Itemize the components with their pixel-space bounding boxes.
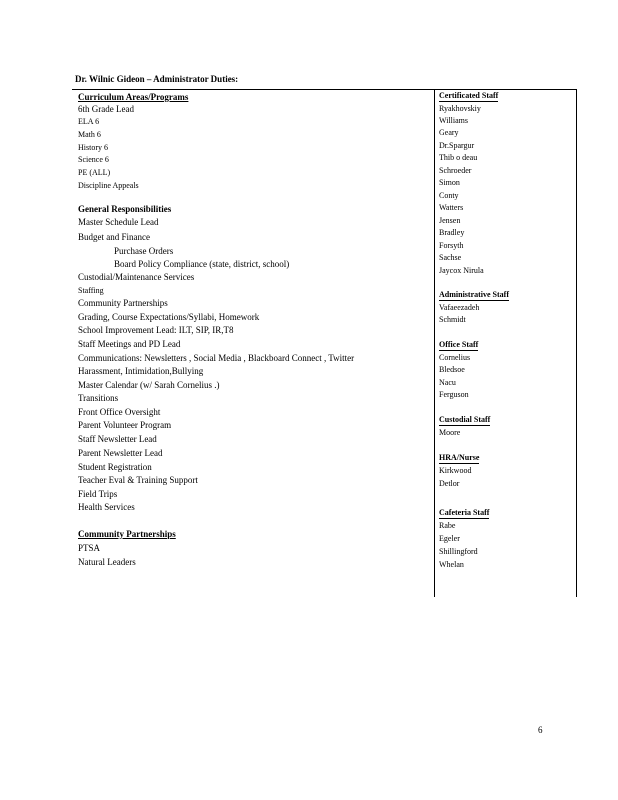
list-item: Discipline Appeals <box>78 181 139 190</box>
list-item: PTSA <box>78 543 101 553</box>
staff-name: Sachse <box>439 253 462 262</box>
list-item: Staff Meetings and PD Lead <box>78 339 181 349</box>
administrative-heading-text: Administrative Staff <box>439 290 509 299</box>
curriculum-heading: Curriculum Areas/Programs <box>78 92 189 102</box>
office-heading-text: Office Staff <box>439 340 479 349</box>
staff-name: Thib o deau <box>439 153 478 162</box>
list-item: Budget and Finance <box>78 232 150 242</box>
list-item: Parent Volunteer Program <box>78 420 172 430</box>
page-header: Dr. Wilnic Gideon – Administrator Duties: <box>75 74 239 84</box>
custodial-heading <box>439 414 490 426</box>
administrative-heading <box>439 289 509 301</box>
list-item: Staff Newsletter Lead <box>78 434 157 444</box>
staff-column <box>439 90 573 597</box>
office-heading <box>439 339 478 351</box>
staff-name: Whelan <box>439 560 464 569</box>
list-item: Parent Newsletter Lead <box>78 448 163 458</box>
list-item: Front Office Oversight <box>78 407 161 417</box>
list-item: Grading, Course Expectations/Syllabi, Homework <box>78 312 260 322</box>
custodial-heading-text: Custodial Staff <box>439 415 491 424</box>
list-item: Natural Leaders <box>78 557 136 567</box>
list-item: Staffing <box>78 286 104 295</box>
community-heading: Community Partnerships <box>78 529 176 539</box>
column-divider <box>434 90 435 597</box>
list-item: Master Schedule Lead <box>78 217 159 227</box>
general-heading: General Responsibilities <box>78 204 172 214</box>
staff-name: Williams <box>439 116 469 125</box>
list-item: Science 6 <box>78 155 109 164</box>
staff-name: Detlor <box>439 479 460 488</box>
staff-name: Ferguson <box>439 390 469 399</box>
staff-name: Moore <box>439 428 461 437</box>
list-item: 6th Grade Lead <box>78 104 134 114</box>
list-item: Field Trips <box>78 489 118 499</box>
duties-table <box>72 89 577 597</box>
list-item: Board Policy Compliance (state, district, school) <box>114 259 290 269</box>
hra-heading <box>439 452 479 464</box>
certificated-heading-text: Certificated Staff <box>439 91 499 100</box>
staff-name: Geary <box>439 128 459 137</box>
duties-column <box>72 90 434 597</box>
list-item: PE (ALL) <box>78 168 111 177</box>
staff-name: Shillingford <box>439 547 478 556</box>
list-item: Purchase Orders <box>114 246 174 256</box>
staff-name: Bradley <box>439 228 465 237</box>
staff-name: Ryakhovskiy <box>439 104 481 113</box>
staff-name: Dr.Spargur <box>439 141 475 150</box>
list-item: Math 6 <box>78 130 101 139</box>
staff-name: Vafaeezadeh <box>439 303 480 312</box>
cafeteria-heading-text: Cafeteria Staff <box>439 508 490 517</box>
staff-name: Simon <box>439 178 460 187</box>
staff-name: Kirkwood <box>439 466 472 475</box>
staff-name: Bledsoe <box>439 365 465 374</box>
staff-name: Conty <box>439 191 459 200</box>
list-item: Master Calendar (w/ Sarah Cornelius .) <box>78 380 220 390</box>
staff-name: Watters <box>439 203 464 212</box>
hra-heading-text: HRA/Nurse <box>439 453 480 462</box>
staff-name: Cornelius <box>439 353 471 362</box>
list-item: Harassment, Intimidation,Bullying <box>78 366 204 376</box>
list-item: Community Partnerships <box>78 298 168 308</box>
staff-name: Nacu <box>439 378 456 387</box>
staff-name: Forsyth <box>439 241 464 250</box>
list-item: Transitions <box>78 393 119 403</box>
staff-name: Schroeder <box>439 166 472 175</box>
staff-name: Rabe <box>439 521 456 530</box>
list-item: Communications: Newsletters , Social Media , Blackboard Connect , Twitter <box>78 353 355 363</box>
list-item: Health Services <box>78 502 135 512</box>
list-item: ELA 6 <box>78 117 100 126</box>
list-item: Custodial/Maintenance Services <box>78 272 195 282</box>
list-item: Teacher Eval & Training Support <box>78 475 198 485</box>
list-item: History 6 <box>78 143 108 152</box>
cafeteria-heading <box>439 507 489 519</box>
certificated-heading <box>439 90 498 102</box>
staff-name: Egeler <box>439 534 460 543</box>
list-item: Student Registration <box>78 462 152 472</box>
page-number: 6 <box>538 725 543 735</box>
table-right-border <box>576 90 577 597</box>
staff-name: Jaycox Nirula <box>439 266 484 275</box>
staff-name: Jensen <box>439 216 461 225</box>
staff-name: Schmidt <box>439 315 466 324</box>
list-item: School Improvement Lead: ILT, SIP, IR,T8 <box>78 325 234 335</box>
